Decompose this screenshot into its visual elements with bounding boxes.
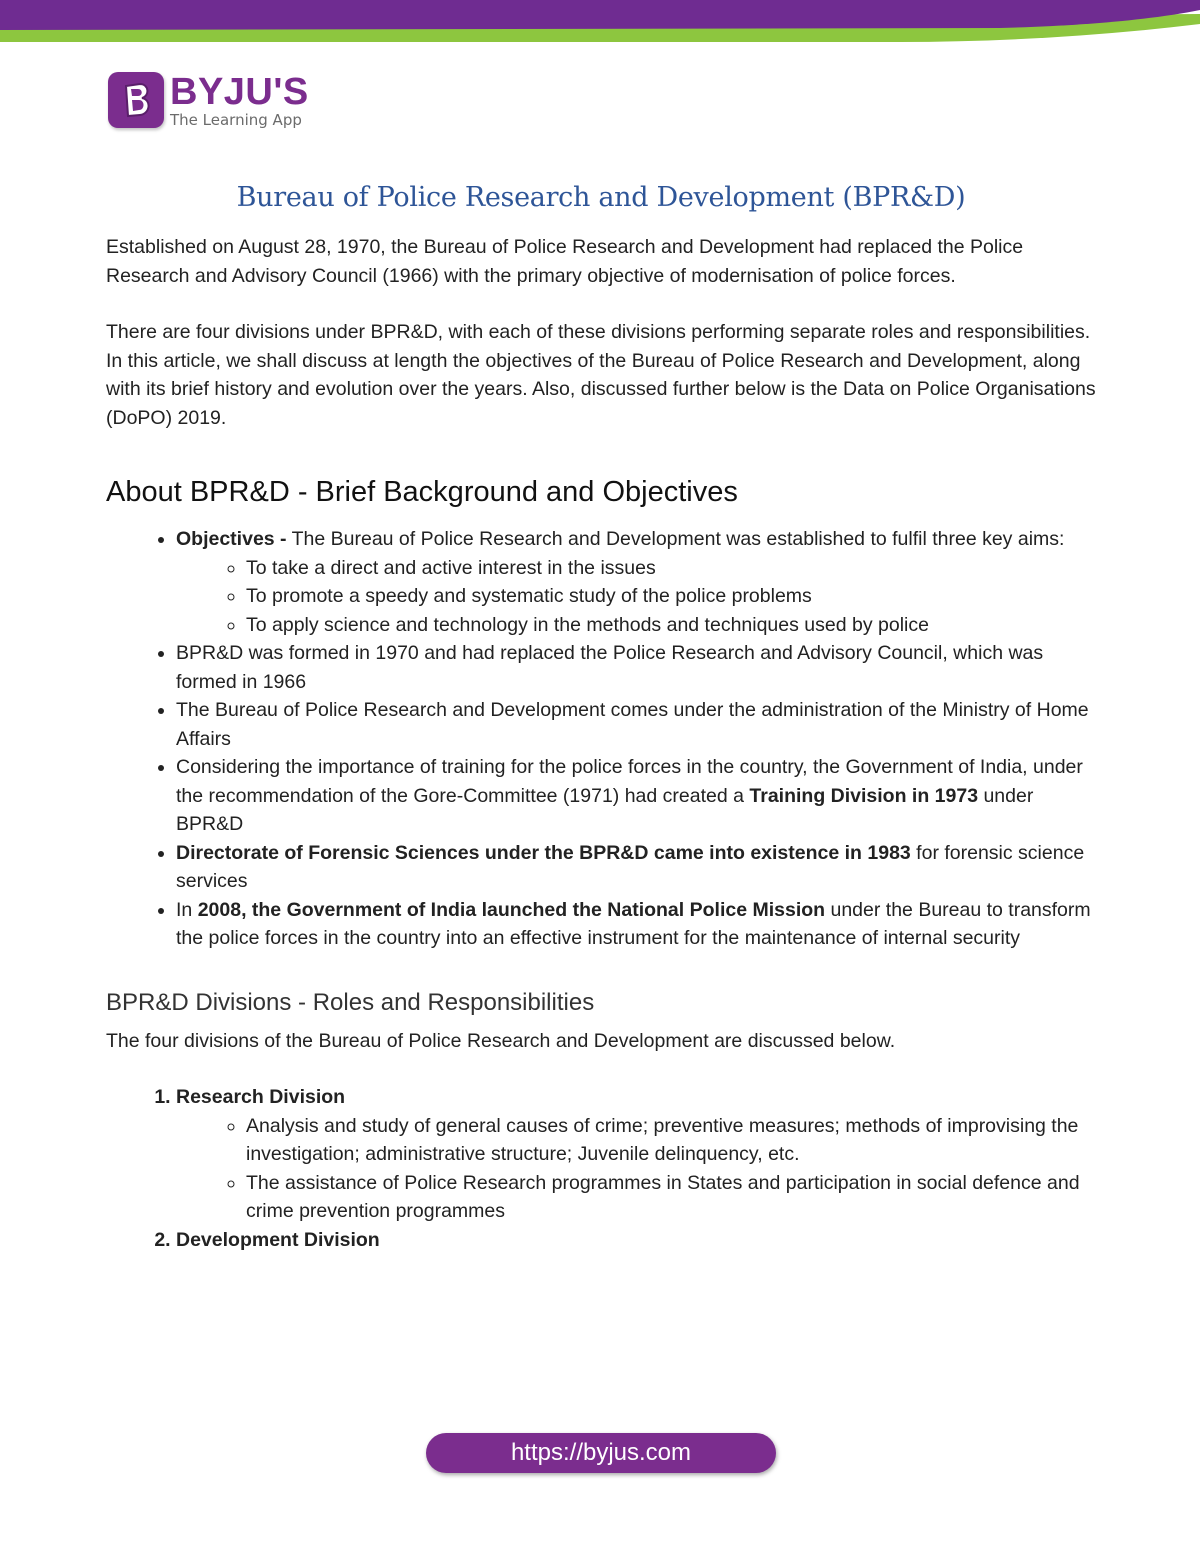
header-band <box>0 0 1200 48</box>
bullet-text: In <box>176 898 198 921</box>
page-title: Bureau of Police Research and Development (BPR&D) <box>236 182 966 213</box>
list-item <box>176 753 1096 839</box>
list-item: • The Bureau of Police Research and Development comes under the administration of the Ministry of Home Affairs <box>176 696 1096 753</box>
list-item: ◦ To apply science and technology in the methods and techniques used by police <box>246 611 1096 640</box>
list-item <box>176 896 1096 953</box>
division-research <box>176 1083 1096 1226</box>
bullet-text: under the Bureau to transform the police forces in the country into an effective instrument for the maintenance of internal security <box>176 898 1091 949</box>
logo-name: BYJU'S <box>170 70 309 113</box>
objectives-sublist <box>176 554 1096 640</box>
bullet-bold: 2008, the Government of India launched the National Police Mission <box>197 898 826 921</box>
objectives-text: The Bureau of Police Research and Development was established to fulfil three key aims: <box>286 528 1065 550</box>
bullet-text: under BPR&D <box>176 784 1034 835</box>
division-title: Development Division <box>176 1228 380 1251</box>
header-purple-stripe <box>0 0 1200 30</box>
byjus-logo <box>108 72 309 128</box>
bullet-bold: Training Division in 1973 <box>749 784 979 807</box>
list-item: ◦ To take a direct and active interest in the issues <box>246 554 1096 583</box>
list-item: • BPR&D was formed in 1970 and had replaced the Police Research and Advisory Council, which was formed in 1966 <box>176 639 1096 696</box>
logo-b-icon <box>116 80 156 120</box>
list-item: ◦ The assistance of Police Research programmes in States and participation in social defence and crime prevention programmes <box>246 1169 1096 1226</box>
list-item <box>176 525 1096 639</box>
intro-paragraph-1: Established on August 28, 1970, the Bureau of Police Research and Development had replaced the Police Research and Advisory Council (1966) with the primary objective of modernisation of police forces. <box>106 236 1024 287</box>
document-body <box>106 182 1096 1254</box>
research-sublist <box>176 1112 1096 1226</box>
about-heading: About BPR&D - Brief Background and Objectives <box>106 476 738 508</box>
logo-badge <box>108 72 164 128</box>
objectives-label: Objectives - <box>176 528 287 550</box>
divisions-intro: The four divisions of the Bureau of Police Research and Development are discussed below. <box>106 1029 896 1052</box>
list-item <box>176 839 1096 896</box>
divisions-heading: BPR&D Divisions - Roles and Responsibilities <box>106 988 595 1016</box>
logo-tagline: The Learning App <box>170 110 302 129</box>
about-bullet-list <box>106 525 1096 953</box>
division-development <box>176 1226 1096 1255</box>
footer-url-link[interactable]: https://byjus.com <box>426 1433 776 1473</box>
divisions-list <box>106 1083 1096 1254</box>
bullet-text: Considering the importance of training for the police forces in the country, the Government of India, under the recommendation of the Gore-Committee (1971) had created a <box>176 756 1083 807</box>
bullet-bold: Directorate of Forensic Sciences under the BPR&D came into existence in 1983 <box>176 841 911 864</box>
bullet-text: for forensic science services <box>176 841 1085 892</box>
list-item: ◦ Analysis and study of general causes of crime; preventive measures; methods of improvising the investigation; administrative structure; Juvenile delinquency, etc. <box>246 1112 1096 1169</box>
division-title: Research Division <box>176 1086 346 1108</box>
intro-paragraph-2: There are four divisions under BPR&D, with each of these divisions performing separate roles and responsibilities. In this article, we shall discuss at length the objectives of the Bureau of Police Research and Development, along with its brief history and evolution over the years. Also, discussed further below is the Data on Police Organisations (DoPO) 2019. <box>106 321 1096 429</box>
list-item: ◦ To promote a speedy and systematic study of the police problems <box>246 582 1096 611</box>
